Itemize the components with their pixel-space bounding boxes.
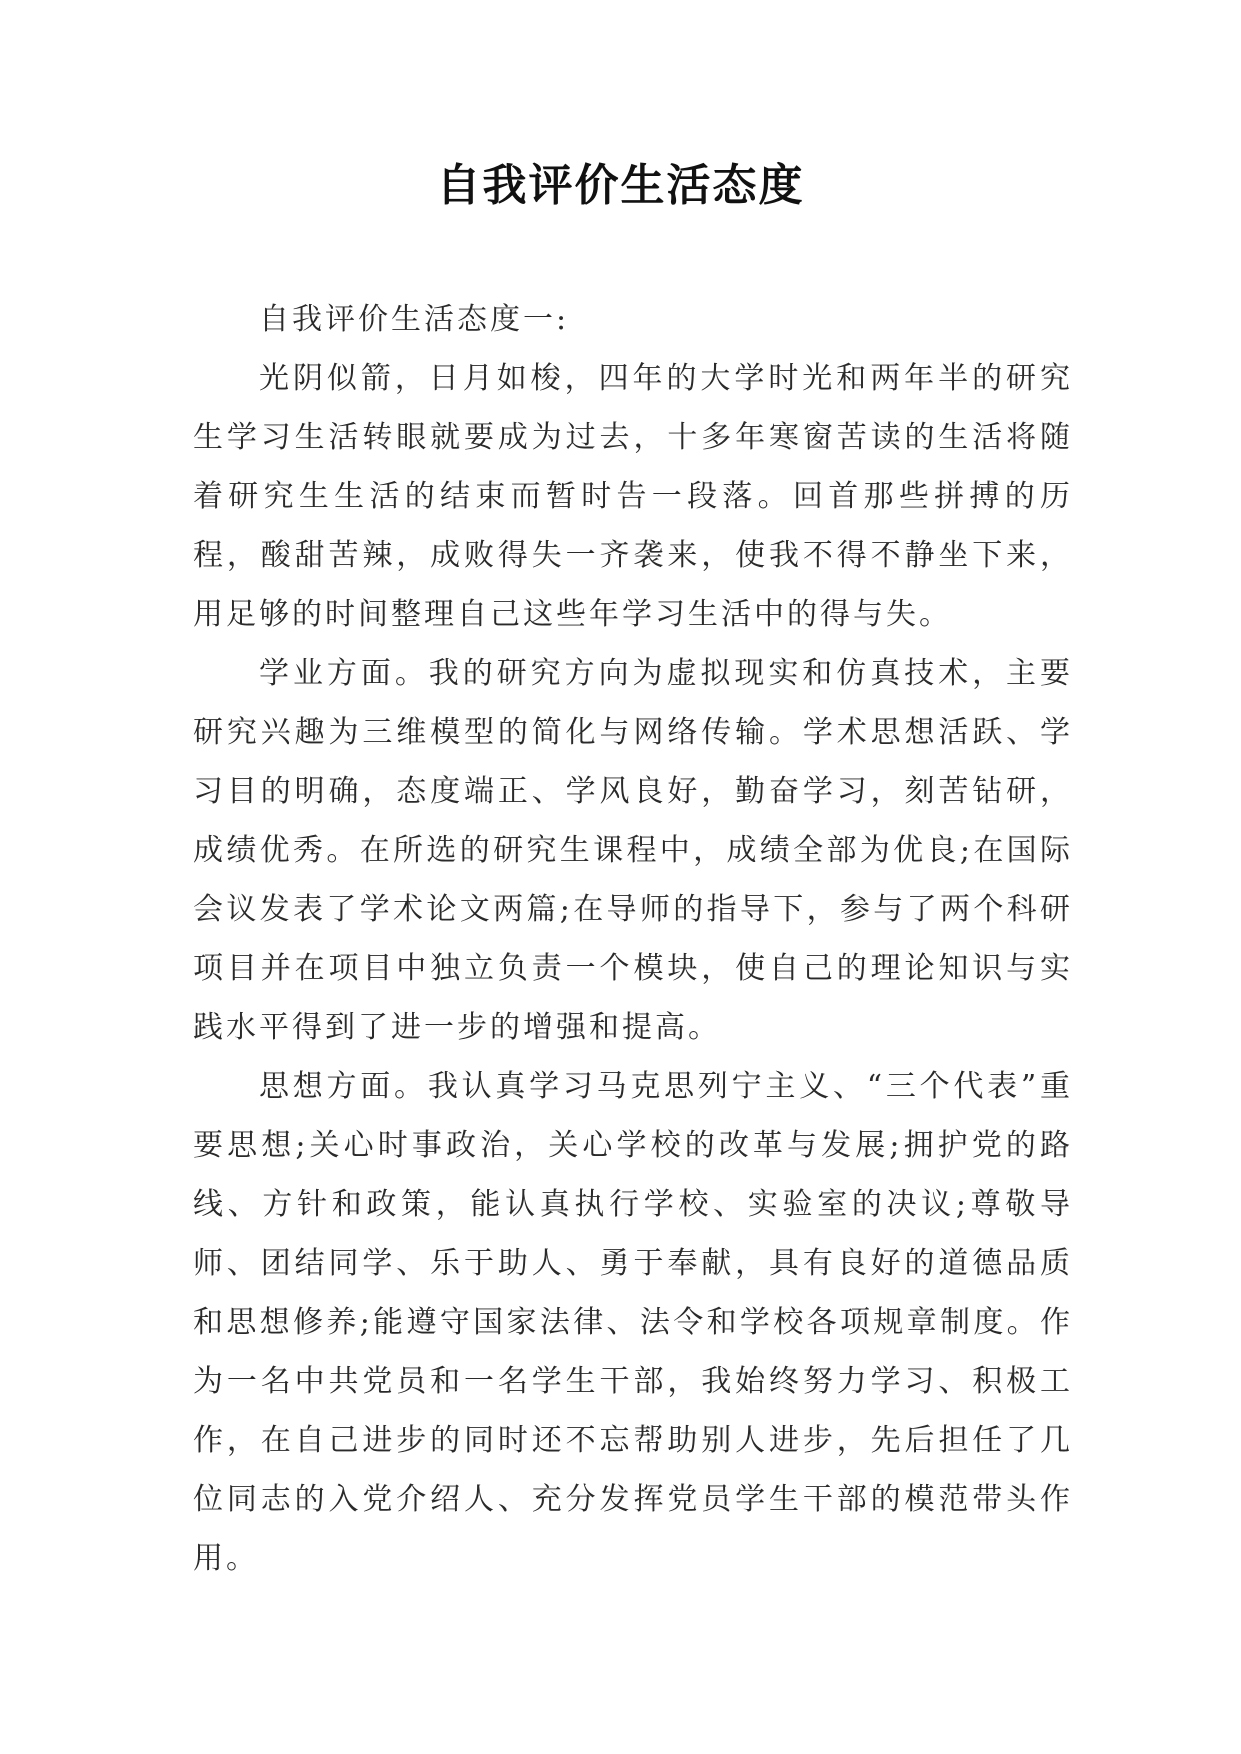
document-title: 自我评价生活态度 (436, 160, 805, 211)
paragraph-ideology: 思想方面。我认真学习马克思列宁主义、“三个代表”重要思想;关心时事政治，关心学校的改革与发展;拥护党的路线、方针和政策，能认真执行学校、实验室的决议;尊敬导师、团结同学、乐于助人、勇于奉献，具有良好的道德品质和思想修养;能遵守国家法律、法令和学校各项规章制度。作为一名中共党员和一名学生干部，我始终努力学习、积极工作，在自己进步的同时还不忘帮助别人进步，先后担任了几位同志的入党介绍人、充分发挥党员学生干部的模范带头作用。 (193, 1069, 1073, 1576)
paragraph-academics: 学业方面。我的研究方向为虚拟现实和仿真技术，主要研究兴趣为三维模型的简化与网络传输。学术思想活跃、学习目的明确，态度端正、学风良好，勤奋学习，刻苦钻研，成绩优秀。在所选的研究生课程中，成绩全部为优良;在国际会议发表了学术论文两篇;在导师的指导下，参与了两个科研项目并在项目中独立负责一个模块，使自己的理论知识与实践水平得到了进一步的增强和提高。 (193, 656, 1073, 1045)
document-body (193, 290, 1073, 1588)
paragraph-intro: 光阴似箭，日月如梭，四年的大学时光和两年半的研究生学习生活转眼就要成为过去，十多年寒窗苦读的生活将随着研究生生活的结束而暂时告一段落。回首那些拼搏的历程，酸甜苦辣，成败得失一齐袭来，使我不得不静坐下来，用足够的时间整理自己这些年学习生活中的得与失。 (193, 361, 1073, 632)
section-heading: 自我评价生活态度一: (259, 302, 570, 337)
